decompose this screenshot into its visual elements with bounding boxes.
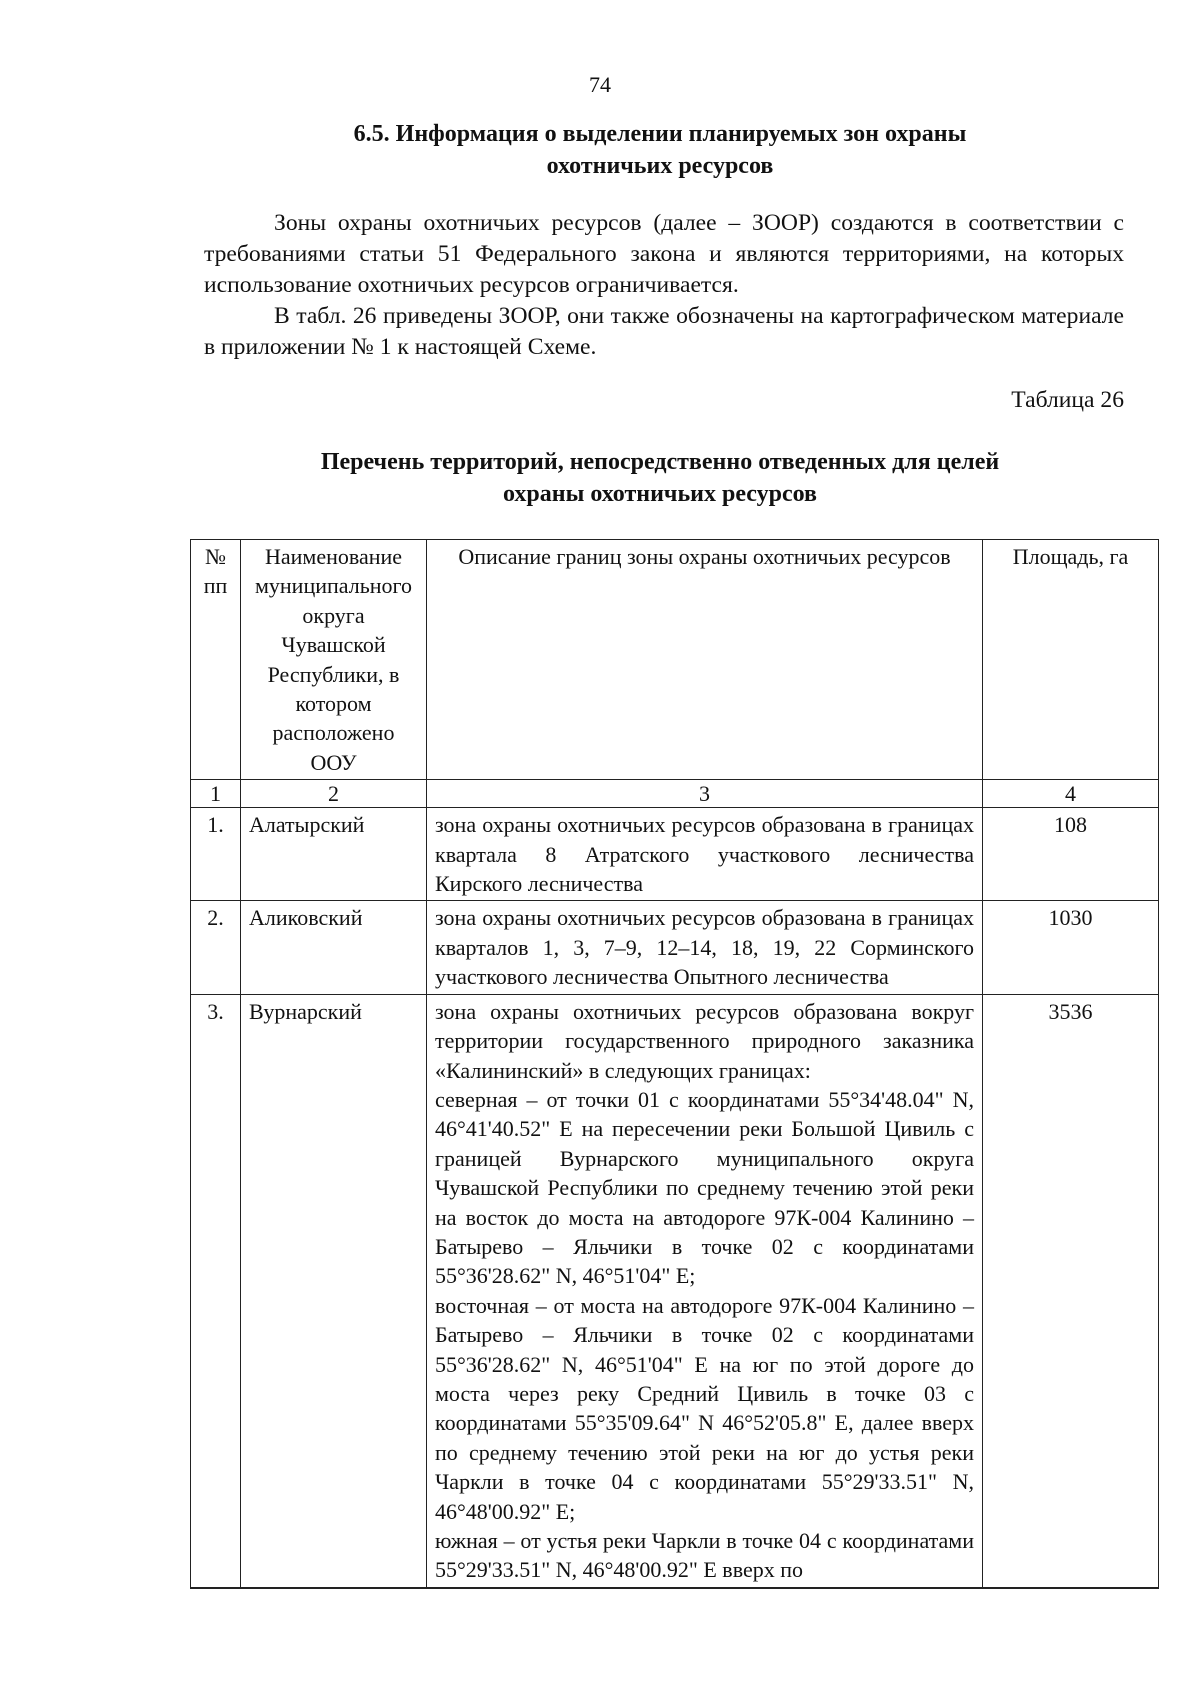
row-description xyxy=(427,808,983,901)
row-description xyxy=(427,901,983,994)
table-caption: Таблица 26 xyxy=(1011,387,1124,413)
section-title-line-2: охотничьих ресурсов xyxy=(546,153,774,179)
column-number: 3 xyxy=(427,780,983,808)
header-area: Площадь, га xyxy=(983,540,1159,780)
section-title-line-1: 6.5. Информация о выделении планируемых зон охраны xyxy=(353,121,967,147)
description-line: зона охраны охотничьих ресурсов образована вокруг территории государственного природного заказника «Калининский» в следующих границах: xyxy=(435,998,974,1083)
row-num: 3. xyxy=(191,994,241,1588)
row-description xyxy=(427,994,983,1588)
header-district: Наименование муниципального округа Чувашской Республики, в котором расположено ООУ xyxy=(241,540,427,780)
table-title-line-1: Перечень территорий, непосредственно отведенных для целей xyxy=(320,449,1000,475)
description-line: южная – от устья реки Чаркли в точке 04 с координатами 55°29'33.51" N, 46°48'00.92" E вверх по xyxy=(435,1528,974,1583)
hunting-zones-table xyxy=(190,539,1159,1589)
row-area: 3536 xyxy=(983,994,1159,1588)
description-line: зона охраны охотничьих ресурсов образована в границах кварталов 1, 3, 7–9, 12–14, 18, 19, 22 Сорминского участкового лесничества Опытного лесничества xyxy=(435,905,974,990)
row-area: 108 xyxy=(983,808,1159,901)
table-row xyxy=(191,901,1159,994)
header-num: № пп xyxy=(191,540,241,780)
row-district: Алатырский xyxy=(241,808,427,901)
column-number: 4 xyxy=(983,780,1159,808)
description-line: восточная – от моста на автодороге 97К-004 Калинино – Батырево – Яльчики в точке 02 с координатами 55°36'28.62" N, 46°51'04" E на юг по этой дороге до моста через реку Средний Цивиль в точке 03 с координатами 55°35'09.64" N 46°52'05.8" E, далее вверх по среднему течению этой реки на юг до устья реки Чаркли в точке 04 с координатами 55°29'33.51" N, 46°48'00.92" E; xyxy=(435,1292,974,1524)
table-header-row xyxy=(191,540,1159,780)
table-title xyxy=(200,446,1120,510)
table-title-line-2: охраны охотничьих ресурсов xyxy=(503,481,817,507)
header-description: Описание границ зоны охраны охотничьих ресурсов xyxy=(427,540,983,780)
row-area: 1030 xyxy=(983,901,1159,994)
description-line: зона охраны охотничьих ресурсов образована в границах квартала 8 Атратского участкового лесничества Кирского лесничества xyxy=(435,812,974,897)
row-district: Аликовский xyxy=(241,901,427,994)
section-title xyxy=(200,118,1120,182)
description-line: северная – от точки 01 с координатами 55°34'48.04" N, 46°41'40.52" E на пересечении реки Большой Цивиль с границей Вурнарского муниципального округа Чувашской Республики по среднему течению этой реки на восток до моста на автодороге 97К-004 Калинино – Батырево – Яльчики в точке 02 с координатами 55°36'28.62" N, 46°51'04" E; xyxy=(435,1086,974,1289)
body-text xyxy=(204,208,1124,363)
row-num: 1. xyxy=(191,808,241,901)
table-row xyxy=(191,808,1159,901)
row-num: 2. xyxy=(191,901,241,994)
column-number-row xyxy=(191,780,1159,808)
page-number: 74 xyxy=(589,72,611,97)
column-number: 1 xyxy=(191,780,241,808)
column-number: 2 xyxy=(241,780,427,808)
row-district: Вурнарский xyxy=(241,994,427,1588)
paragraph-2: В табл. 26 приведены ЗООР, они также обозначены на картографическом материале в приложении № 1 к настоящей Схеме. xyxy=(204,303,1124,360)
paragraph-1: Зоны охраны охотничьих ресурсов (далее – ЗООР) создаются в соответствии с требованиями статьи 51 Федерального закона и являются территориями, на которых использование охотничьих ресурсов ограничивается. xyxy=(204,210,1124,298)
table-row xyxy=(191,994,1159,1588)
